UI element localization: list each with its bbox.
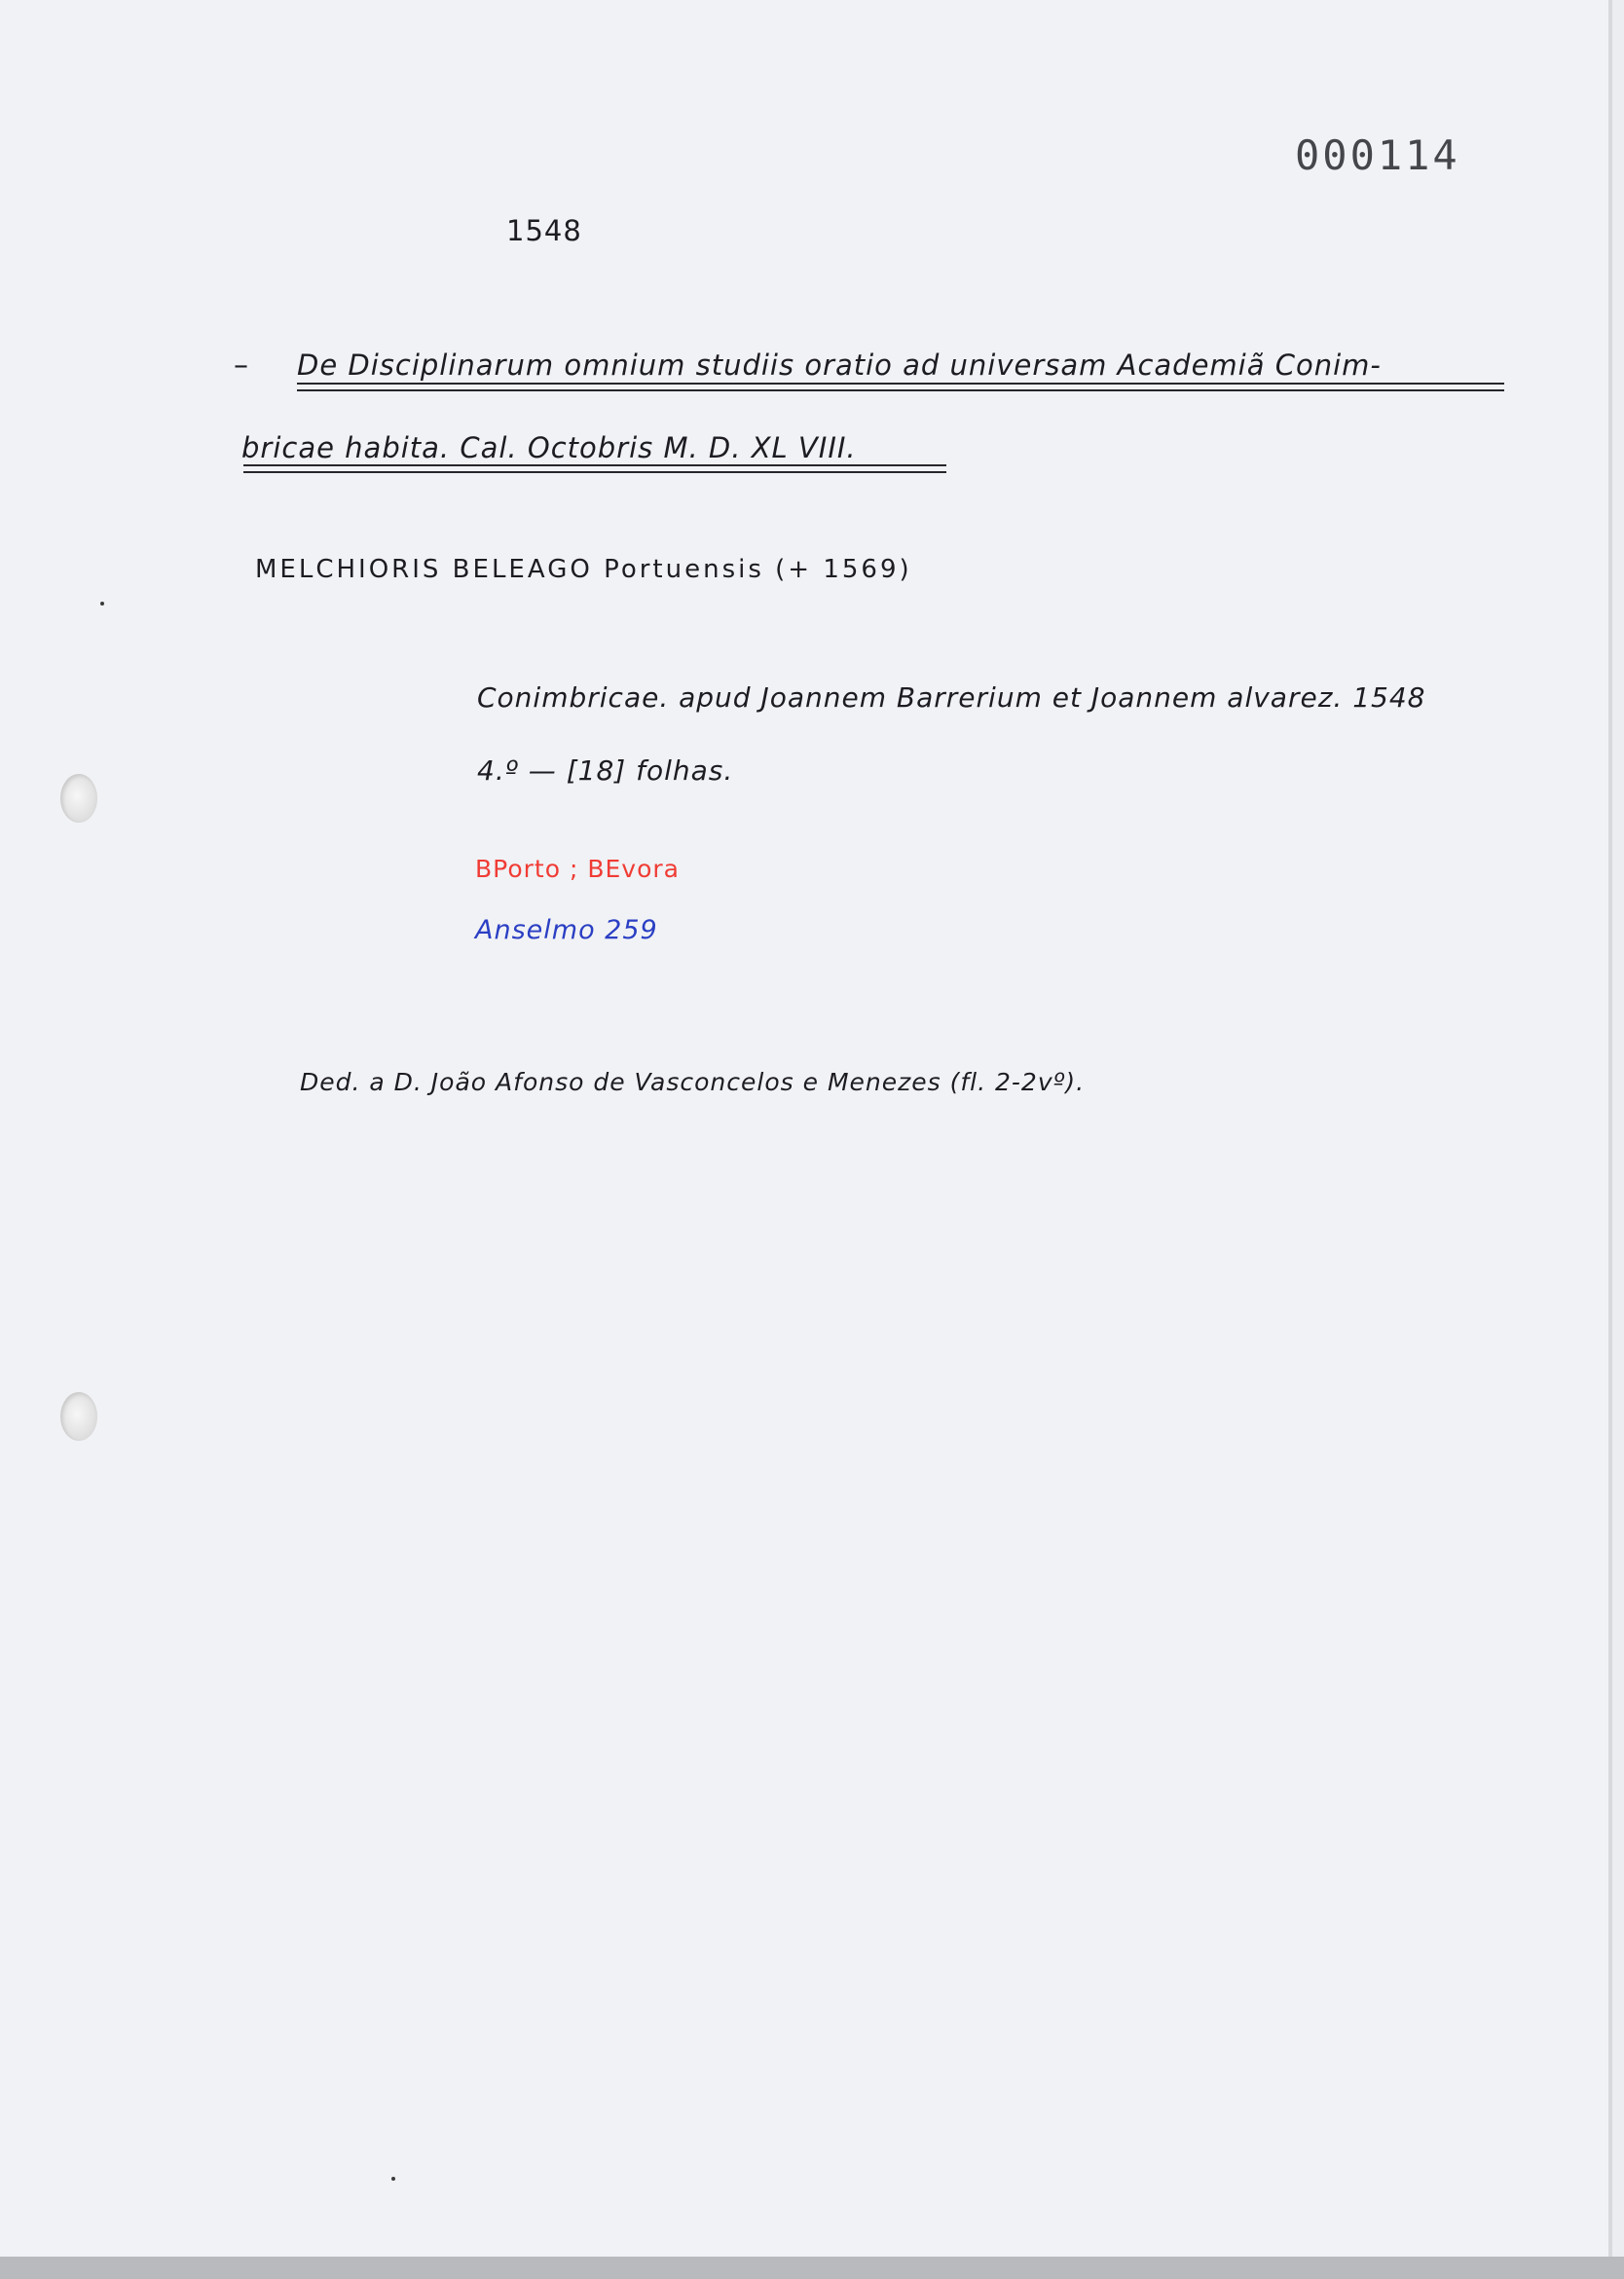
dedication-note: Ded. a D. João Afonso de Vasconcelos e Menezes (fl. 2-2vº). (300, 1068, 1086, 1096)
imprint-line-2: 4.º — [18] folhas. (477, 754, 734, 787)
paper-speck (391, 2177, 395, 2181)
title-underline-2a (243, 464, 946, 466)
title-line-1: De Disciplinarum omnium studiis oratio ad universam Academiã Conim- (297, 349, 1382, 382)
punch-hole-bottom (60, 1392, 97, 1441)
stamp-number: 000114 (1295, 131, 1460, 179)
paper-speck (100, 602, 104, 606)
bibliographic-reference: Anselmo 259 (475, 915, 658, 945)
punch-hole-top (60, 774, 97, 823)
title-line-2: bricae habita. Cal. Octobris M. D. XL VIII. (241, 431, 857, 464)
author-line: MELCHIORIS BELEAGO Portuensis (+ 1569) (255, 555, 912, 584)
library-locations: BPorto ; BEvora (475, 855, 680, 883)
imprint-line-1: Conimbricae. apud Joannem Barrerium et Joannem alvarez. 1548 (477, 681, 1426, 714)
title-underline-2b (243, 471, 946, 473)
title-underline-1b (297, 389, 1504, 391)
title-dash: – (234, 349, 249, 383)
title-underline-1a (297, 383, 1504, 385)
publication-year: 1548 (506, 214, 582, 247)
scanner-bottom-edge (0, 2257, 1624, 2279)
